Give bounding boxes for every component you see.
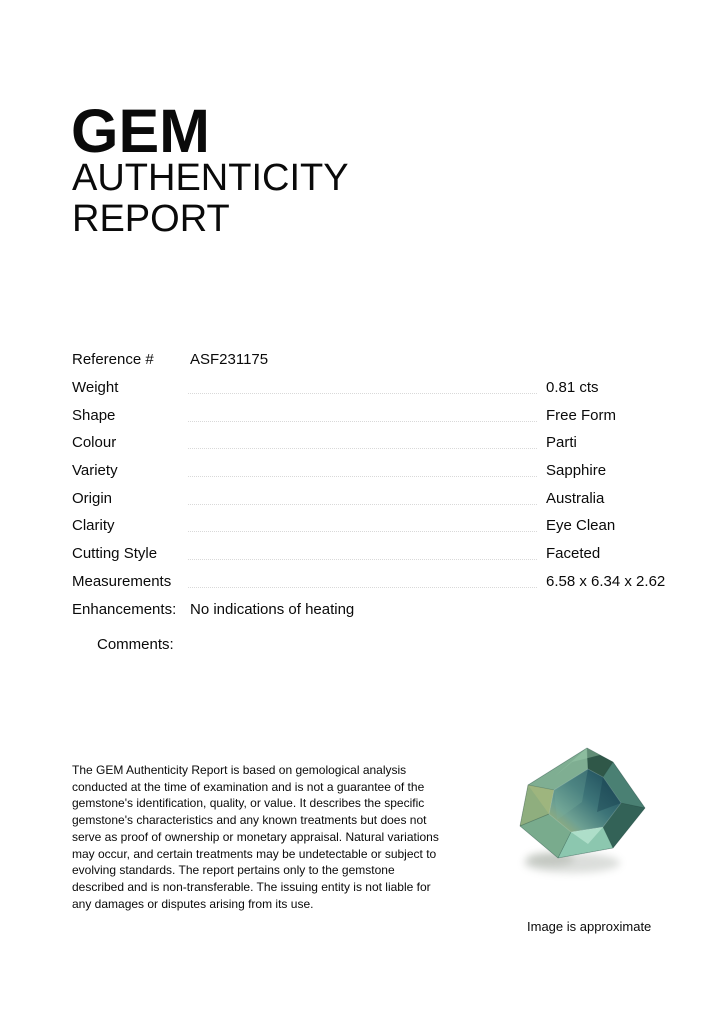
field-row-clarity <box>0 512 724 540</box>
field-row-weight <box>0 374 724 402</box>
leader-line <box>188 531 537 532</box>
disclaimer-text: The GEM Authenticity Report is based on gemological analysis conducted at the time of examination and is not a guarantee of the gemstone's identification, quality, or value. It describes the specific gemstone's characteristics and any known treatments but does not serve as proof of ownership or monetary appraisal. Natural variations may occur, and certain treatments may be undetectable or subject to evolving standards. The report pertains only to the gemstone described and is non-transferable. The issuing entity is not liable for any damages or disputes arising from its use. <box>72 763 439 911</box>
field-label-variety: Variety <box>72 462 118 480</box>
leader-line <box>188 559 537 560</box>
field-label-enhancements: Enhancements: <box>72 600 177 618</box>
field-label-shape: Shape <box>72 406 116 424</box>
report-title-line1: AUTHENTICITY <box>72 157 349 199</box>
field-label-measurements: Measurements <box>72 572 172 590</box>
field-row-colour <box>0 429 724 457</box>
gem-photo-image <box>502 732 672 902</box>
field-label-clarity: Clarity <box>72 517 115 535</box>
field-label-weight: Weight <box>72 379 119 397</box>
field-row-shape <box>0 401 724 429</box>
field-value-enhancements: No indications of heating <box>190 600 355 618</box>
field-value-shape: Free Form <box>546 406 617 424</box>
field-value-origin: Australia <box>546 489 605 507</box>
field-value-cutting-style: Faceted <box>546 545 601 563</box>
image-caption: Image is approximate <box>527 919 652 934</box>
fields-section <box>0 346 724 659</box>
field-label-cutting-style: Cutting Style <box>72 545 158 563</box>
field-row-cutting-style <box>0 540 724 568</box>
field-row-measurements <box>0 568 724 596</box>
field-row-variety <box>0 457 724 485</box>
field-label-origin: Origin <box>72 489 113 507</box>
report-title <box>72 158 349 240</box>
leader-line <box>188 476 537 477</box>
leader-line <box>188 504 537 505</box>
field-label-colour: Colour <box>72 434 117 452</box>
field-row-reference <box>0 346 724 374</box>
field-value-colour: Parti <box>546 434 577 452</box>
field-value-reference: ASF231175 <box>190 351 269 369</box>
field-value-weight: 0.81 cts <box>546 379 599 397</box>
leader-line <box>188 393 537 394</box>
field-label-comments: Comments: <box>97 636 174 654</box>
brand-title: GEM <box>71 97 210 165</box>
field-value-measurements: 6.58 x 6.34 x 2.62 <box>546 572 666 590</box>
field-row-enhancements <box>0 595 724 623</box>
leader-line <box>188 448 537 449</box>
leader-line <box>188 421 537 422</box>
leader-line <box>188 587 537 588</box>
field-value-variety: Sapphire <box>546 462 607 480</box>
field-label-reference: Reference # <box>72 351 154 369</box>
field-row-origin <box>0 484 724 512</box>
field-value-clarity: Eye Clean <box>546 517 616 535</box>
field-row-comments <box>0 631 724 659</box>
report-title-line2: REPORT <box>72 198 230 240</box>
